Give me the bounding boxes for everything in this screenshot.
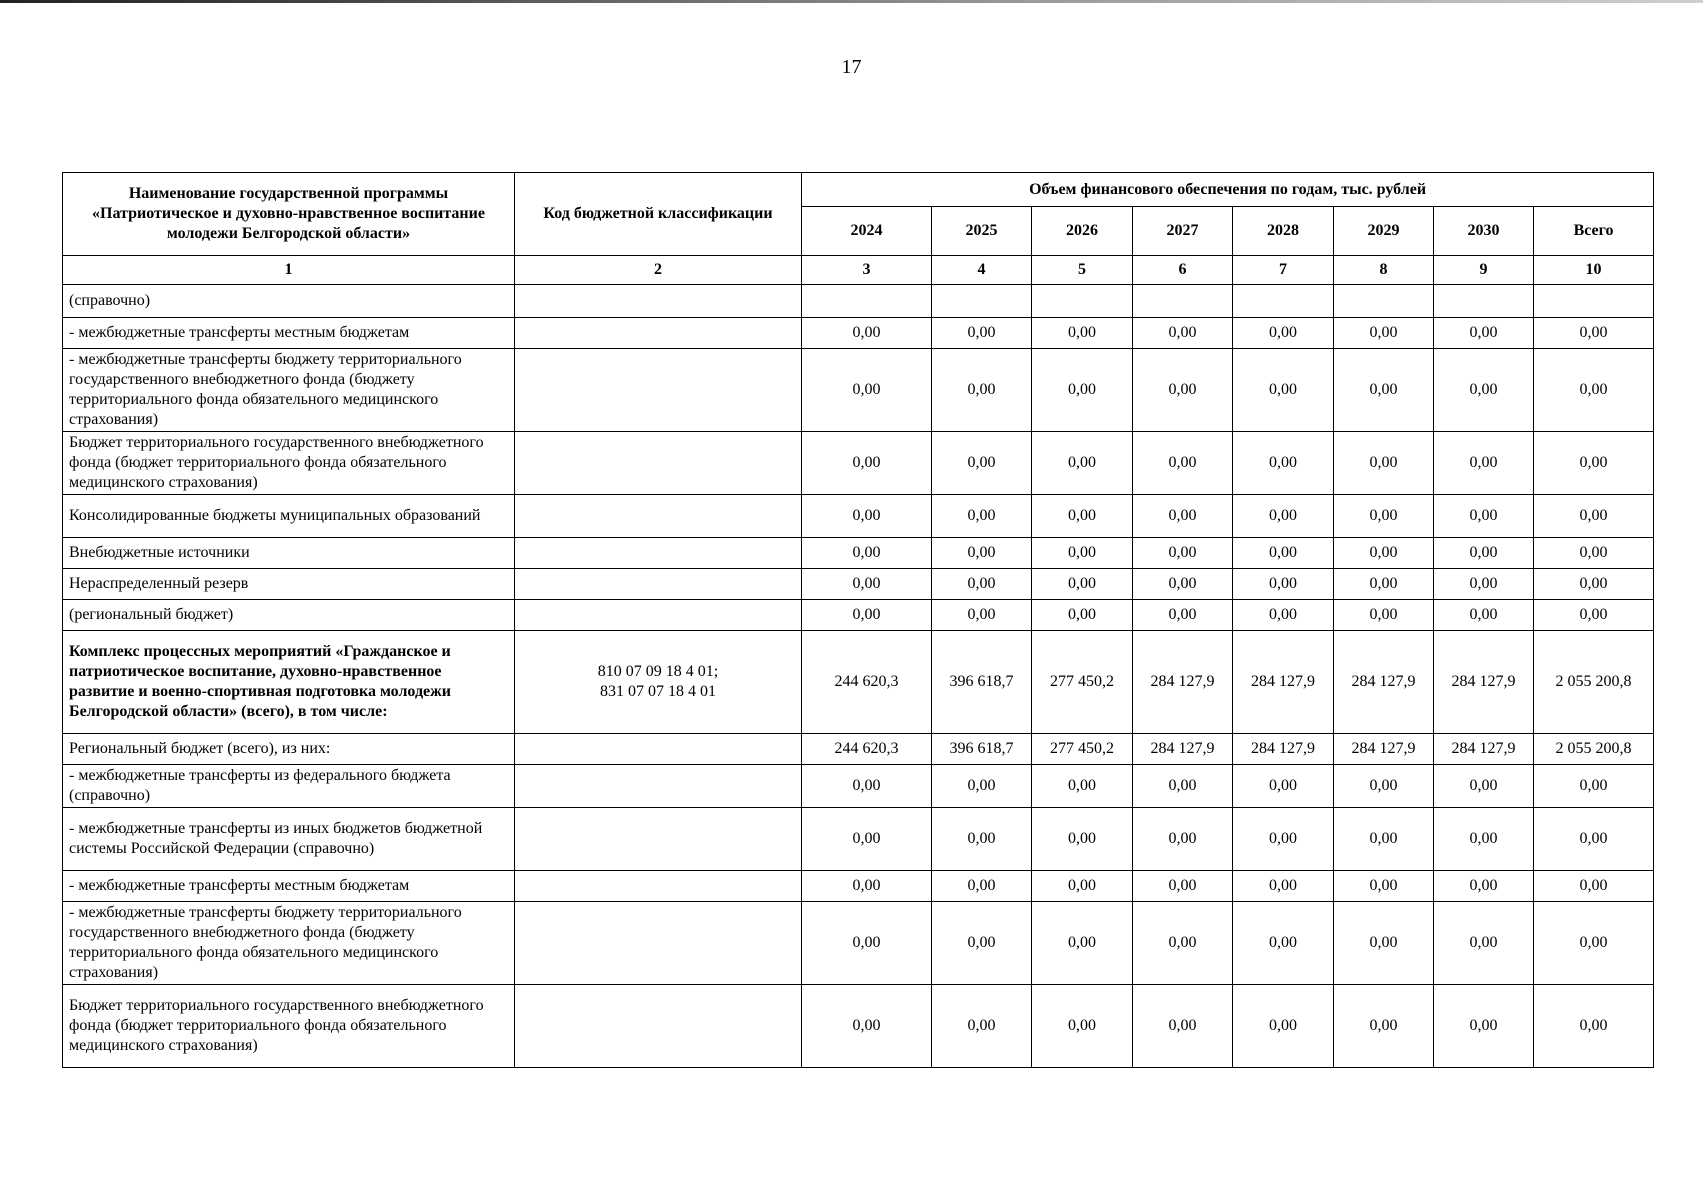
row-name: Нераспределенный резерв bbox=[63, 569, 515, 600]
header-total: Всего bbox=[1534, 207, 1654, 256]
row-name: Консолидированные бюджеты муниципальных образований bbox=[63, 495, 515, 538]
row-name: Комплекс процессных мероприятий «Гражданское и патриотическое воспитание, духовно-нравственное развитие и военно-спортивная подготовка молодежи Белгородской области» (всего), в том числе: bbox=[63, 631, 515, 734]
value-cell: 277 450,2 bbox=[1032, 734, 1133, 765]
value-cell: 0,00 bbox=[1334, 432, 1434, 495]
value-cell: 277 450,2 bbox=[1032, 631, 1133, 734]
table-row bbox=[63, 349, 1654, 432]
value-cell: 0,00 bbox=[1032, 318, 1133, 349]
value-cell: 0,00 bbox=[1233, 349, 1334, 432]
column-number: 8 bbox=[1334, 256, 1434, 285]
value-cell: 0,00 bbox=[1133, 765, 1233, 808]
value-cell: 0,00 bbox=[1133, 349, 1233, 432]
value-cell: 0,00 bbox=[1334, 808, 1434, 871]
column-number: 2 bbox=[515, 256, 802, 285]
table-row bbox=[63, 871, 1654, 902]
value-cell: 0,00 bbox=[1434, 871, 1534, 902]
value-cell: 0,00 bbox=[802, 985, 932, 1068]
value-cell: 0,00 bbox=[932, 349, 1032, 432]
table-row bbox=[63, 808, 1654, 871]
table-row bbox=[63, 495, 1654, 538]
value-cell: 0,00 bbox=[802, 538, 932, 569]
value-cell: 2 055 200,8 bbox=[1534, 631, 1654, 734]
row-name: - межбюджетные трансферты местным бюджетам bbox=[63, 871, 515, 902]
value-cell: 0,00 bbox=[1334, 569, 1434, 600]
row-name: Бюджет территориального государственного внебюджетного фонда (бюджет территориального фонда обязательного медицинского страхования) bbox=[63, 985, 515, 1068]
column-number-row bbox=[63, 256, 1654, 285]
row-code bbox=[515, 765, 802, 808]
value-cell bbox=[1334, 285, 1434, 318]
value-cell: 0,00 bbox=[1534, 871, 1654, 902]
value-cell: 0,00 bbox=[932, 600, 1032, 631]
value-cell: 0,00 bbox=[1334, 765, 1434, 808]
row-name: - межбюджетные трансферты местным бюджетам bbox=[63, 318, 515, 349]
value-cell: 0,00 bbox=[1534, 808, 1654, 871]
column-number: 1 bbox=[63, 256, 515, 285]
value-cell: 0,00 bbox=[1434, 349, 1534, 432]
column-number: 9 bbox=[1434, 256, 1534, 285]
header-funding-group: Объем финансового обеспечения по годам, тыс. рублей bbox=[802, 173, 1654, 207]
value-cell: 244 620,3 bbox=[802, 631, 932, 734]
row-code bbox=[515, 538, 802, 569]
value-cell: 0,00 bbox=[1434, 808, 1534, 871]
column-number: 10 bbox=[1534, 256, 1654, 285]
column-number: 3 bbox=[802, 256, 932, 285]
value-cell: 284 127,9 bbox=[1334, 734, 1434, 765]
value-cell bbox=[1032, 285, 1133, 318]
value-cell: 284 127,9 bbox=[1334, 631, 1434, 734]
value-cell: 0,00 bbox=[932, 765, 1032, 808]
value-cell: 0,00 bbox=[1534, 569, 1654, 600]
value-cell: 0,00 bbox=[1133, 600, 1233, 631]
row-name: Региональный бюджет (всего), из них: bbox=[63, 734, 515, 765]
value-cell: 0,00 bbox=[1133, 318, 1233, 349]
value-cell: 0,00 bbox=[1434, 600, 1534, 631]
value-cell: 0,00 bbox=[1434, 538, 1534, 569]
value-cell bbox=[1534, 285, 1654, 318]
value-cell: 0,00 bbox=[932, 318, 1032, 349]
row-code bbox=[515, 600, 802, 631]
column-number: 5 bbox=[1032, 256, 1133, 285]
value-cell: 0,00 bbox=[1534, 600, 1654, 631]
value-cell: 0,00 bbox=[1434, 432, 1534, 495]
value-cell bbox=[1434, 285, 1534, 318]
value-cell: 0,00 bbox=[1233, 318, 1334, 349]
value-cell bbox=[1233, 285, 1334, 318]
header-year: 2030 bbox=[1434, 207, 1534, 256]
table-row bbox=[63, 285, 1654, 318]
header-year: 2025 bbox=[932, 207, 1032, 256]
value-cell: 0,00 bbox=[932, 808, 1032, 871]
value-cell: 0,00 bbox=[1032, 495, 1133, 538]
row-name: - межбюджетные трансферты бюджету территориального государственного внебюджетного фонда (бюджету территориального фонда обязательного медицинского страхования) bbox=[63, 349, 515, 432]
value-cell: 0,00 bbox=[1334, 600, 1434, 631]
table-row bbox=[63, 765, 1654, 808]
row-code bbox=[515, 318, 802, 349]
header-year: 2027 bbox=[1133, 207, 1233, 256]
table-row bbox=[63, 600, 1654, 631]
value-cell: 0,00 bbox=[1233, 985, 1334, 1068]
row-name: Бюджет территориального государственного внебюджетного фонда (бюджет территориального фонда обязательного медицинского страхования) bbox=[63, 432, 515, 495]
value-cell: 0,00 bbox=[1334, 902, 1434, 985]
column-number: 4 bbox=[932, 256, 1032, 285]
value-cell: 0,00 bbox=[1534, 495, 1654, 538]
value-cell: 2 055 200,8 bbox=[1534, 734, 1654, 765]
value-cell: 0,00 bbox=[1133, 432, 1233, 495]
value-cell: 284 127,9 bbox=[1133, 631, 1233, 734]
value-cell: 0,00 bbox=[1032, 902, 1133, 985]
row-code bbox=[515, 985, 802, 1068]
value-cell bbox=[1133, 285, 1233, 318]
value-cell: 0,00 bbox=[802, 495, 932, 538]
row-name: - межбюджетные трансферты бюджету территориального государственного внебюджетного фонда (бюджету территориального фонда обязательного медицинского страхования) bbox=[63, 902, 515, 985]
value-cell: 0,00 bbox=[1032, 985, 1133, 1068]
value-cell bbox=[802, 285, 932, 318]
value-cell: 0,00 bbox=[802, 808, 932, 871]
value-cell: 0,00 bbox=[1534, 318, 1654, 349]
value-cell: 0,00 bbox=[1233, 902, 1334, 985]
row-name: - межбюджетные трансферты из иных бюджетов бюджетной системы Российской Федерации (справочно) bbox=[63, 808, 515, 871]
header-year: 2024 bbox=[802, 207, 932, 256]
value-cell: 0,00 bbox=[932, 569, 1032, 600]
row-name: (региональный бюджет) bbox=[63, 600, 515, 631]
value-cell: 0,00 bbox=[1233, 432, 1334, 495]
value-cell: 0,00 bbox=[1133, 985, 1233, 1068]
value-cell: 0,00 bbox=[1434, 569, 1534, 600]
value-cell: 0,00 bbox=[1233, 569, 1334, 600]
value-cell: 244 620,3 bbox=[802, 734, 932, 765]
table-row bbox=[63, 734, 1654, 765]
value-cell: 0,00 bbox=[1534, 765, 1654, 808]
value-cell: 0,00 bbox=[1133, 902, 1233, 985]
value-cell: 0,00 bbox=[1334, 871, 1434, 902]
budget-code-line: 831 07 07 18 4 01 bbox=[600, 683, 716, 700]
table-row bbox=[63, 432, 1654, 495]
value-cell: 284 127,9 bbox=[1434, 631, 1534, 734]
value-cell: 0,00 bbox=[1534, 349, 1654, 432]
value-cell: 0,00 bbox=[1032, 349, 1133, 432]
column-number: 7 bbox=[1233, 256, 1334, 285]
value-cell: 0,00 bbox=[1133, 495, 1233, 538]
value-cell: 0,00 bbox=[1133, 569, 1233, 600]
value-cell: 0,00 bbox=[1233, 600, 1334, 631]
value-cell: 0,00 bbox=[802, 349, 932, 432]
value-cell: 0,00 bbox=[932, 495, 1032, 538]
table-row bbox=[63, 902, 1654, 985]
header-year: 2026 bbox=[1032, 207, 1133, 256]
row-name: Внебюджетные источники bbox=[63, 538, 515, 569]
scan-edge bbox=[0, 0, 1703, 3]
funding-table bbox=[62, 172, 1654, 1068]
value-cell: 0,00 bbox=[1032, 538, 1133, 569]
value-cell: 0,00 bbox=[1534, 985, 1654, 1068]
value-cell: 0,00 bbox=[1032, 600, 1133, 631]
value-cell: 396 618,7 bbox=[932, 631, 1032, 734]
table-row bbox=[63, 538, 1654, 569]
value-cell: 0,00 bbox=[1032, 808, 1133, 871]
value-cell: 0,00 bbox=[1434, 985, 1534, 1068]
table-row bbox=[63, 985, 1654, 1068]
value-cell: 0,00 bbox=[1334, 349, 1434, 432]
value-cell: 0,00 bbox=[1233, 765, 1334, 808]
value-cell: 0,00 bbox=[802, 600, 932, 631]
value-cell: 0,00 bbox=[1434, 902, 1534, 985]
row-name: (справочно) bbox=[63, 285, 515, 318]
value-cell: 284 127,9 bbox=[1233, 631, 1334, 734]
value-cell: 0,00 bbox=[802, 765, 932, 808]
value-cell: 0,00 bbox=[1233, 495, 1334, 538]
value-cell: 0,00 bbox=[1334, 538, 1434, 569]
value-cell: 0,00 bbox=[932, 432, 1032, 495]
row-code bbox=[515, 432, 802, 495]
value-cell: 0,00 bbox=[1334, 985, 1434, 1068]
page-number: 17 bbox=[841, 56, 862, 78]
value-cell: 0,00 bbox=[802, 902, 932, 985]
value-cell: 284 127,9 bbox=[1133, 734, 1233, 765]
value-cell: 0,00 bbox=[1233, 808, 1334, 871]
row-code bbox=[515, 631, 802, 734]
value-cell: 0,00 bbox=[1032, 765, 1133, 808]
value-cell: 0,00 bbox=[932, 985, 1032, 1068]
header-budget-code: Код бюджетной классификации bbox=[515, 173, 802, 256]
value-cell: 0,00 bbox=[802, 871, 932, 902]
value-cell: 0,00 bbox=[1534, 902, 1654, 985]
value-cell: 0,00 bbox=[802, 432, 932, 495]
row-code bbox=[515, 871, 802, 902]
row-code bbox=[515, 808, 802, 871]
row-code bbox=[515, 902, 802, 985]
value-cell: 0,00 bbox=[1133, 871, 1233, 902]
table-row bbox=[63, 569, 1654, 600]
value-cell: 0,00 bbox=[1534, 538, 1654, 569]
budget-code-line: 810 07 09 18 4 01; bbox=[597, 663, 719, 680]
column-number: 6 bbox=[1133, 256, 1233, 285]
value-cell: 0,00 bbox=[1133, 538, 1233, 569]
value-cell: 0,00 bbox=[1233, 871, 1334, 902]
row-code bbox=[515, 285, 802, 318]
header-year: 2029 bbox=[1334, 207, 1434, 256]
value-cell: 396 618,7 bbox=[932, 734, 1032, 765]
value-cell: 0,00 bbox=[1133, 808, 1233, 871]
value-cell: 0,00 bbox=[802, 318, 932, 349]
value-cell: 0,00 bbox=[1032, 432, 1133, 495]
row-code bbox=[515, 569, 802, 600]
table-row bbox=[63, 318, 1654, 349]
value-cell: 0,00 bbox=[802, 569, 932, 600]
row-code bbox=[515, 349, 802, 432]
header-year: 2028 bbox=[1233, 207, 1334, 256]
value-cell: 0,00 bbox=[1032, 871, 1133, 902]
value-cell: 0,00 bbox=[1334, 495, 1434, 538]
header-program-name: Наименование государственной программы «Патриотическое и духовно-нравственное воспитание молодежи Белгородской области» bbox=[63, 173, 515, 256]
value-cell: 0,00 bbox=[1434, 765, 1534, 808]
value-cell: 284 127,9 bbox=[1434, 734, 1534, 765]
value-cell: 284 127,9 bbox=[1233, 734, 1334, 765]
table-row-complex bbox=[63, 631, 1654, 734]
value-cell: 0,00 bbox=[932, 538, 1032, 569]
value-cell: 0,00 bbox=[1534, 432, 1654, 495]
value-cell: 0,00 bbox=[1032, 569, 1133, 600]
value-cell: 0,00 bbox=[1434, 318, 1534, 349]
value-cell: 0,00 bbox=[932, 902, 1032, 985]
value-cell: 0,00 bbox=[1233, 538, 1334, 569]
value-cell bbox=[932, 285, 1032, 318]
value-cell: 0,00 bbox=[1334, 318, 1434, 349]
row-code bbox=[515, 734, 802, 765]
value-cell: 0,00 bbox=[932, 871, 1032, 902]
row-name: - межбюджетные трансферты из федерального бюджета (справочно) bbox=[63, 765, 515, 808]
row-code bbox=[515, 495, 802, 538]
value-cell: 0,00 bbox=[1434, 495, 1534, 538]
